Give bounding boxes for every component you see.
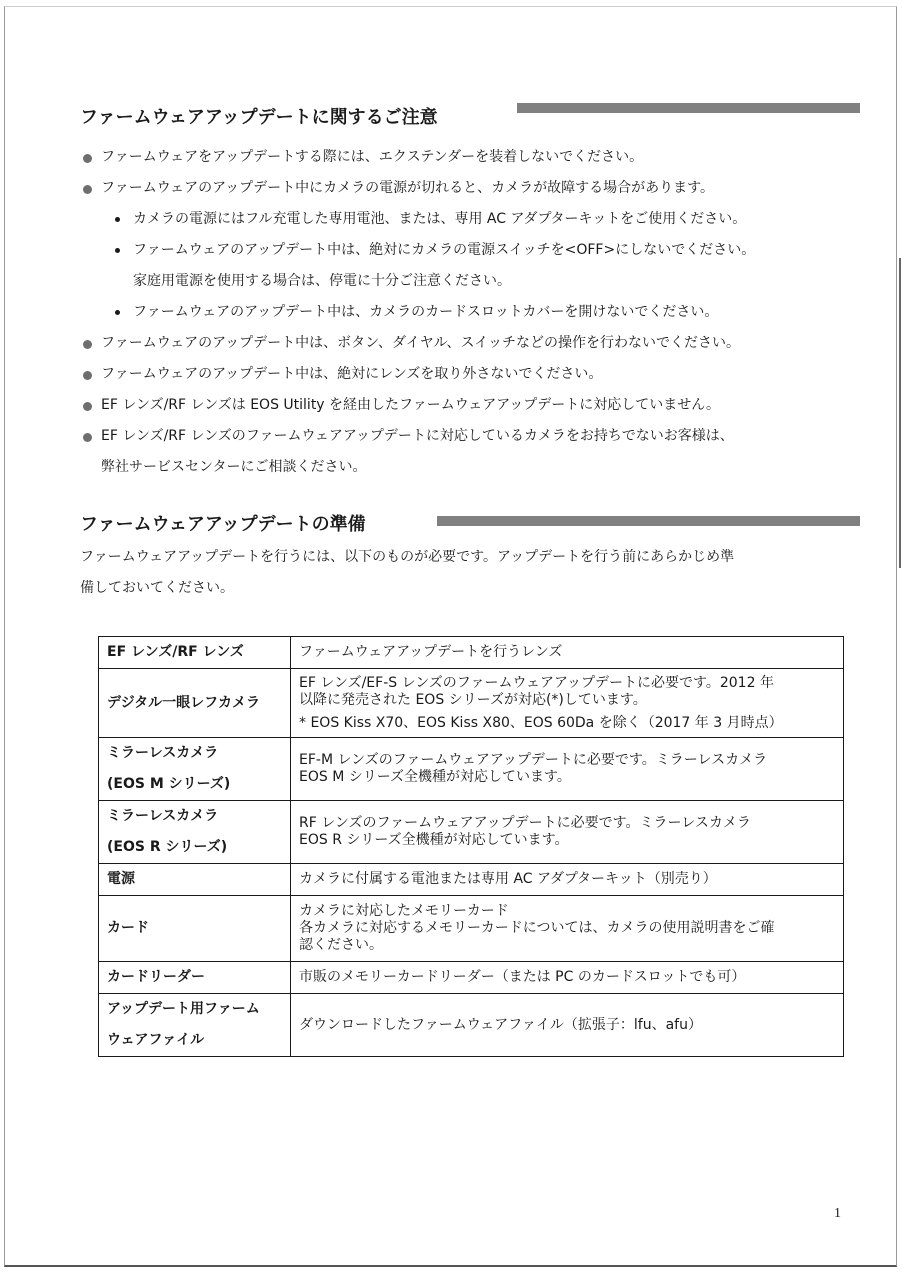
- list-item: ファームウェアのアップデート中は、絶対にレンズを取り外さないでください。: [80, 359, 860, 390]
- section-heading-precautions: ファームウェアアップデートに関するご注意: [80, 107, 438, 128]
- page-number: 1: [834, 1206, 841, 1221]
- list-item: カメラの電源にはフル充電した専用電池、または、専用 AC アダプターキットをご使用ください。: [80, 204, 860, 235]
- table-row: [99, 962, 844, 994]
- table-cell-desc: EF-M レンズのファームウェアアップデートに必要です。ミラーレスカメラ EOS M シリーズ全機種が対応しています。: [291, 738, 844, 801]
- table-cell-desc: カメラに付属する電池または専用 AC アダプターキット（別売り）: [291, 864, 844, 896]
- table-cell-item: 電源: [99, 864, 291, 896]
- table-row: [99, 896, 844, 962]
- table-cell-desc: EF レンズ/EF-S レンズのファームウェアアップデートに必要です。2012 年 以降に発売された EOS シリーズが対応(*)しています。 * EOS Kiss X70、EOS Kiss X80、EOS 60Da を除く（2017 年 3 月時点）: [291, 669, 844, 738]
- table-cell-desc: ファームウェアアップデートを行うレンズ: [291, 637, 844, 669]
- requirements-table: [98, 636, 844, 1057]
- heading-bar: [437, 516, 860, 526]
- table-cell-desc: ダウンロードしたファームウェアファイル（拡張子：lfu、afu）: [291, 994, 844, 1057]
- section-heading-preparation: ファームウェアアップデートの準備: [80, 514, 366, 535]
- table-row: [99, 738, 844, 801]
- intro-paragraph: ファームウェアアップデートを行うには、以下のものが必要です。アップデートを行う前にあらかじめ準 備しておいてください。: [80, 549, 735, 596]
- table-cell-desc: カメラに対応したメモリーカード 各カメラに対応するメモリーカードについては、カメラの使用説明書をご確 認ください。: [291, 896, 844, 962]
- precautions-list: [80, 142, 860, 483]
- table-cell-item: カード: [99, 896, 291, 962]
- list-item: EF レンズ/RF レンズのファームウェアアップデートに対応しているカメラをお持ちでないお客様は、 弊社サービスセンターにご相談ください。: [80, 421, 860, 483]
- list-item: ファームウェアのアップデート中にカメラの電源が切れると、カメラが故障する場合があります。: [80, 173, 860, 204]
- list-item: ファームウェアをアップデートする際には、エクステンダーを装着しないでください。: [80, 142, 860, 173]
- table-cell-desc: 市販のメモリーカードリーダー（または PC のカードスロットでも可）: [291, 962, 844, 994]
- table-cell-item: カードリーダー: [99, 962, 291, 994]
- table-row: [99, 669, 844, 738]
- list-item: ファームウェアのアップデート中は、ボタン、ダイヤル、スイッチなどの操作を行わないでください。: [80, 328, 860, 359]
- table-row: [99, 801, 844, 864]
- table-cell-desc: RF レンズのファームウェアアップデートに必要です。ミラーレスカメラ EOS R シリーズ全機種が対応しています。: [291, 801, 844, 864]
- table-cell-item: EF レンズ/RF レンズ: [99, 637, 291, 669]
- table-row: [99, 864, 844, 896]
- list-item: ファームウェアのアップデート中は、絶対にカメラの電源スイッチを<OFF>にしないでください。 家庭用電源を使用する場合は、停電に十分ご注意ください。: [80, 235, 860, 297]
- scrollbar-indicator: [899, 258, 901, 568]
- table-cell-item: ミラーレスカメラ (EOS R シリーズ): [99, 801, 291, 864]
- list-item: EF レンズ/RF レンズは EOS Utility を経由したファームウェアアップデートに対応していません。: [80, 390, 860, 421]
- list-item: ファームウェアのアップデート中は、カメラのカードスロットカバーを開けないでください。: [80, 297, 860, 328]
- table-cell-item: アップデート用ファーム ウェアファイル: [99, 994, 291, 1057]
- table-row: [99, 637, 844, 669]
- table-cell-item: ミラーレスカメラ (EOS M シリーズ): [99, 738, 291, 801]
- heading-bar: [517, 103, 860, 113]
- table-cell-item: デジタル一眼レフカメラ: [99, 669, 291, 738]
- table-row: [99, 994, 844, 1057]
